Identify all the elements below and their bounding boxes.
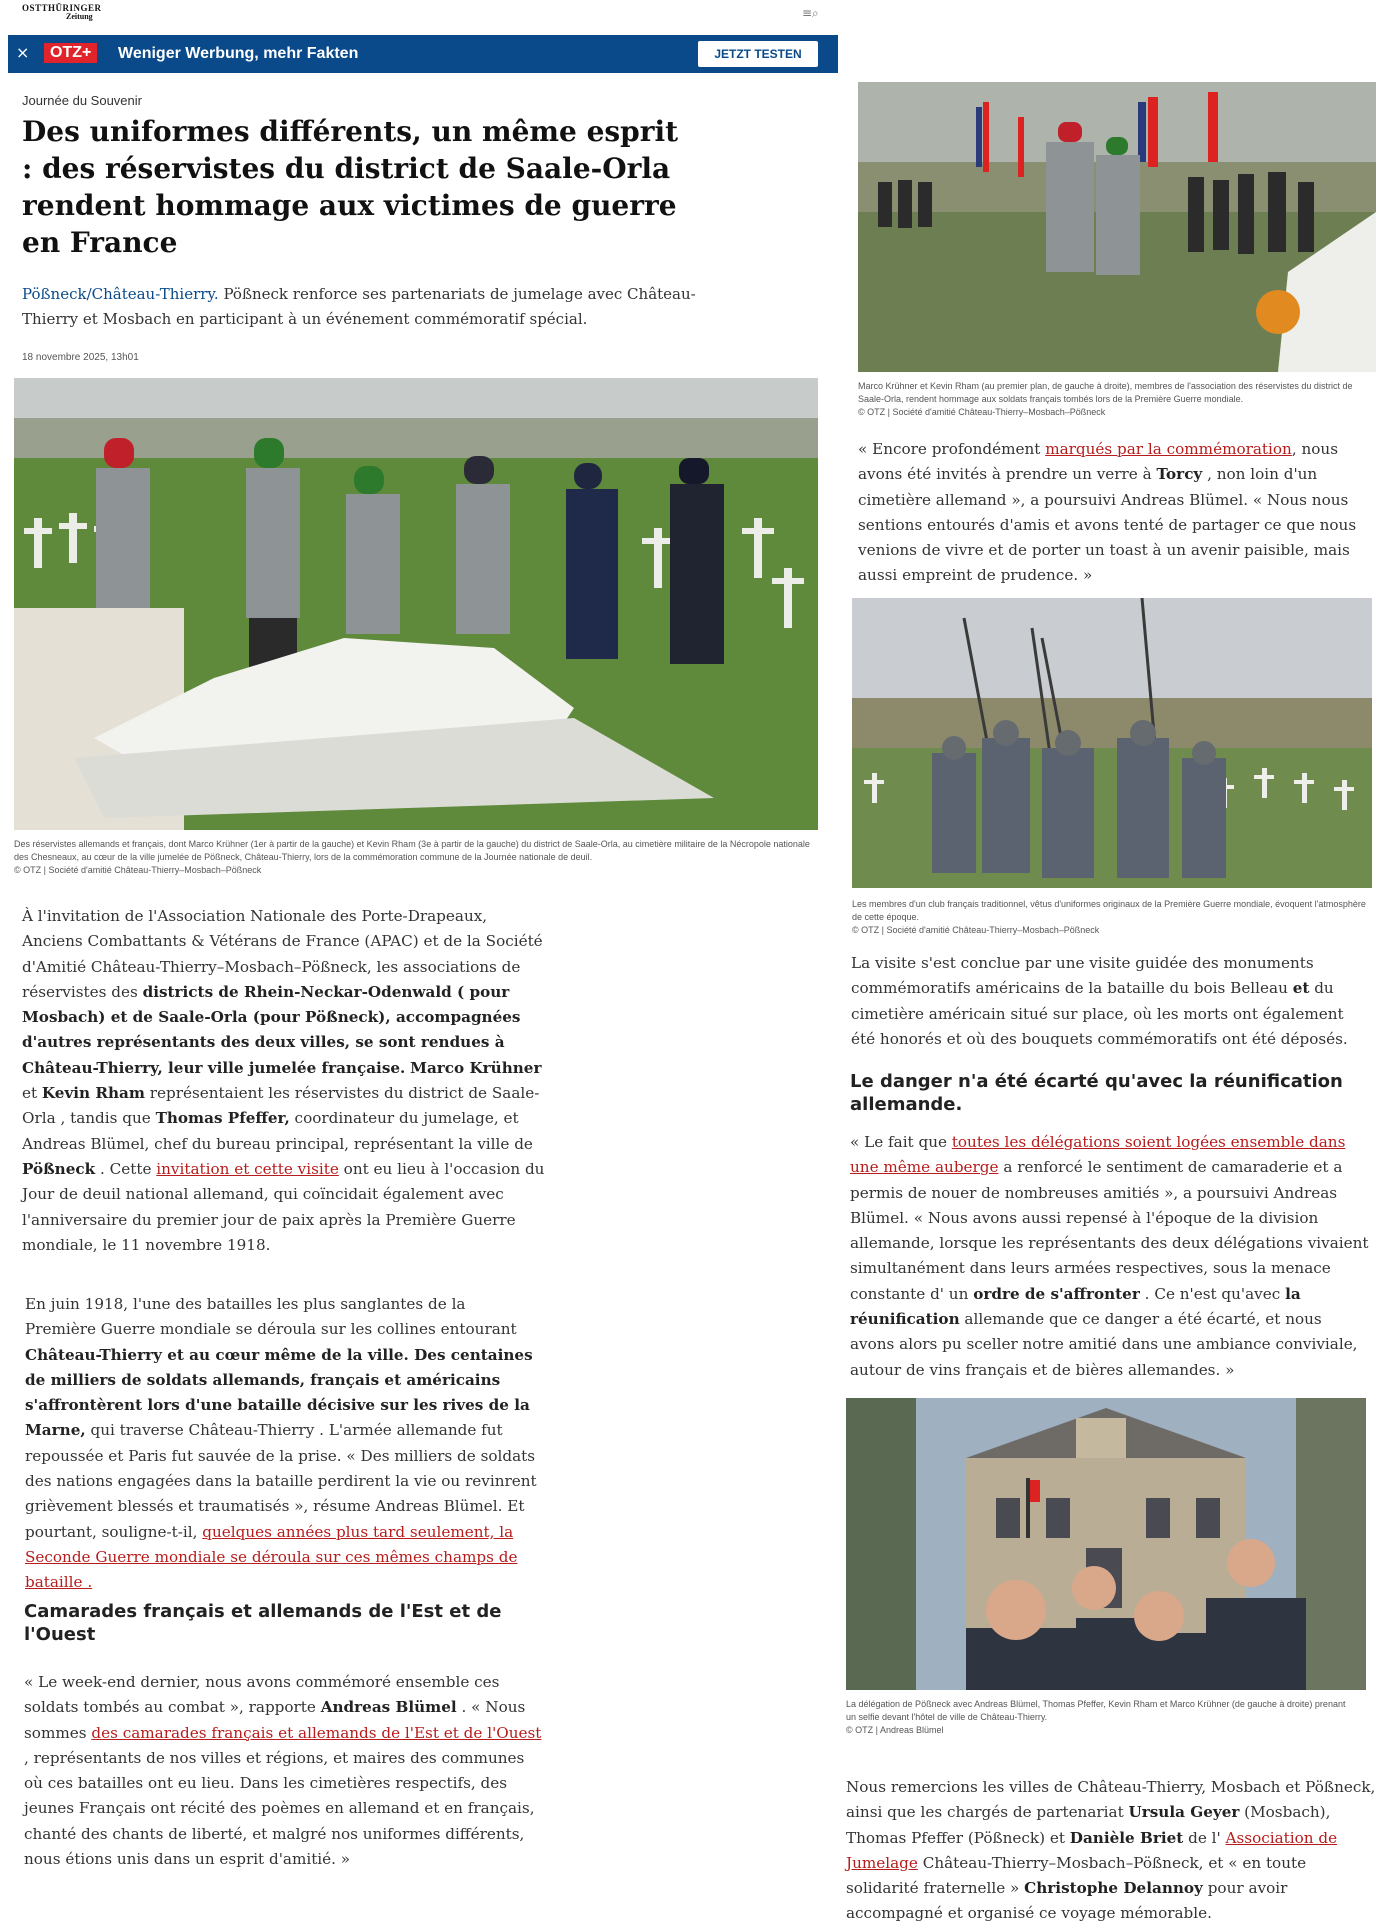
inline-link[interactable]: quelques années plus tard seulement, la Seconde Guerre mondiale se déroula sur ces mêmes champs de bataille . [25,1522,518,1592]
article-date: 18 novembre 2025, 13h01 [22,352,139,363]
right-photo-1[interactable] [858,82,1376,372]
right-photo-3[interactable] [846,1398,1366,1690]
logo-line-2: Zeitung [66,12,93,21]
bold-text: Marco Krühner [410,1058,542,1077]
text: « Le fait que [850,1133,952,1151]
logo-line-1: OSTTHÜRINGER [22,3,102,13]
article-kicker: Journée du Souvenir [22,93,142,108]
paragraph-7 [846,1775,1376,1927]
paragraph-5 [851,951,1371,1052]
menu-search-icon[interactable]: ≡⌕ [802,6,819,20]
text: (Mosbach), Thomas Pfeffer (Pößneck) et [846,1803,1331,1847]
text: coordinateur du jumelage, et Andreas Blümel, chef du bureau principal, représentant la ville de [22,1109,533,1153]
caption-text: Marco Krühner et Kevin Rham (au premier plan, de gauche à droite), membres de l'association des réservistes du district de Saale-Orla, rendent hommage aux soldats français tombés lors de la Première Guerre mondiale. [858,381,1353,404]
caption-text: Des réservistes allemands et français, dont Marco Krühner (1er à partir de la gauche) et Kevin Rham (3e à partir de la gauche) du district de Saale-Orla, au cimetière militaire de la Nécropole nationale des Chesneaux, au cœur de la ville jumelée de Pößneck, Château-Thierry, lors de la commémoration commune de la Journée nationale de deuil. [14,839,810,862]
text: . « Nous sommes [24,1698,526,1742]
text: a renforcé le sentiment de camaraderie et a permis de nouer de nombreuses amitiés », a poursuivi Andreas Blümel. « Nous avons aussi repensé à l'époque de la division allemande, lorsque les représentants des deux délégations vivaient simultanément dans leurs armées respectives, sous la menace constante d' un [850,1158,1369,1303]
text: de l' [1183,1828,1226,1847]
subheading-2: Le danger n'a été écarté qu'avec la réunification allemande. [850,1071,1343,1115]
paragraph-6 [850,1130,1370,1383]
lead-text: Pößneck renforce ses partenariats de jumelage avec Château-Thierry et Mosbach en participant à un événement commémoratif spécial. [22,285,696,328]
caption-credit: © OTZ | Société d'amitié Château-Thierry–Mosbach–Pößneck [852,925,1100,935]
text: « Le week-end dernier, nous avons commémoré ensemble ces soldats tombés au combat », rapporte [24,1673,500,1717]
right-photo-2-caption [852,898,1372,937]
text: pour avoir accompagné et organisé ce voyage mémorable. [846,1879,1288,1923]
paragraph-1 [22,904,546,1258]
caption-text: La délégation de Pößneck avec Andreas Blümel, Thomas Pfeffer, Kevin Rham et Marco Krühner (de gauche à droite) prenant un selfie devant l'hôtel de ville de Château-Thierry. [846,1699,1346,1722]
caption-credit: © OTZ | Société d'amitié Château-Thierry–Mosbach–Pößneck [14,865,262,875]
caption-text: Les membres d'un club français traditionnel, vêtus d'uniformes originaux de la Première Guerre mondiale, évoquent l'atmosphère de cette époque. [852,899,1366,922]
site-logo[interactable] [22,4,102,21]
bold-text: Château-Thierry et au cœur même de la ville. Des centaines de milliers de soldats allemands, français et américains s'affrontèrent lors d'une bataille décisive sur les rives de la Marne, [25,1345,533,1440]
bold-text: et [1292,979,1310,998]
bold-text: Torcy [1156,465,1203,484]
bold-text: ordre de s'affronter [973,1284,1140,1303]
text: La visite s'est conclue par une visite guidée des monuments commémoratifs américains de la bataille du bois Belleau [851,954,1314,998]
inline-link[interactable]: des camarades français et allemands de l'Est et de l'Ouest [91,1723,542,1742]
caption-credit: © OTZ | Société d'amitié Château-Thierry–Mosbach–Pößneck [858,407,1106,417]
text: En juin 1918, l'une des batailles les plus sanglantes de la Première Guerre mondiale se déroula sur les collines entourant [25,1295,517,1339]
right-photo-2[interactable] [852,598,1372,888]
paragraph-2 [25,1292,541,1596]
otz-plus-badge: OTZ+ [44,43,97,63]
bold-text: Christophe Delannoy [1024,1879,1203,1898]
main-photo-caption [14,838,820,877]
text: représentaient les réservistes du district de Saale-Orla , tandis que [22,1084,540,1128]
inline-link[interactable]: invitation et cette visite [156,1159,339,1178]
try-now-button[interactable]: JETZT TESTEN [698,41,818,67]
subheading-1: Camarades français et allemands de l'Est et de l'Ouest [24,1601,502,1645]
article-title: Des uniformes différents, un même esprit : des réservistes du district de Saale-Orla rendent hommage aux victimes de guerre en France [22,115,679,259]
promo-message: Weniger Werbung, mehr Fakten [118,45,359,62]
inline-link[interactable]: Association de Jumelage [846,1828,1338,1872]
text: « Encore profondément [858,440,1046,458]
paragraph-4 [858,437,1378,589]
text: Château-Thierry–Mosbach–Pößneck, et « en toute solidarité fraternelle » [846,1853,1307,1898]
inline-link[interactable]: marqués par la commémoration [1045,440,1292,458]
text: , nous avons été invités à prendre un verre à [858,440,1338,484]
bold-text: Ursula Geyer [1128,1803,1240,1822]
text: Nous remercions les villes de Château-Thierry, Mosbach et Pößneck, ainsi que les chargés de partenariat [846,1778,1376,1822]
bold-text: Andreas Blümel [320,1698,457,1717]
text: . Ce n'est qu'avec [1139,1284,1286,1303]
right-photo-3-caption [846,1698,1346,1737]
text: , représentants de nos villes et régions, et maires des communes où ces batailles ont eu lieu. Dans les cimetières respectifs, des jeunes Français ont récité des poèmes en allemand et en français, chanté des chants de liberté, et malgré nos uniformes différents, nous étions unis dans un esprit d'amitié. » [24,1748,535,1869]
bold-text: Danièle Briet [1069,1828,1184,1847]
caption-credit: © OTZ | Andreas Blümel [846,1725,944,1735]
lead-place: Pößneck/Château-Thierry. [22,285,219,303]
bold-text: Kevin Rham [41,1084,145,1103]
close-icon[interactable]: × [16,43,30,62]
right-photo-1-caption [858,380,1378,419]
text: , non loin d'un cimetière allemand », a poursuivi Andreas Blümel. « Nous nous sentions entourés d'amis et avons tenté de partager ce que nous venions de vivre et de porter un toast à un avenir paisible, mais aussi empreint de prudence. » [858,465,1357,585]
main-photo[interactable] [14,378,818,830]
bold-text: la réunification [850,1284,1301,1329]
bold-text: Pößneck [22,1159,96,1178]
text: allemande que ce danger a été écarté, et nous avons alors pu sceller notre amitié dans une ambiance conviviale, autour de vins français et de bières allemandes. » [850,1310,1358,1379]
bold-text: Thomas Pfeffer, [155,1109,290,1128]
bold-text: districts de Rhein-Neckar-Odenwald ( pour Mosbach) et de Saale-Orla (pour Pößneck), accompagnées d'autres représentants des deux villes, se sont rendues à Château-Thierry, leur ville jumelée française. [22,982,521,1077]
text: qui traverse Château-Thierry . L'armée allemande fut repoussée et Paris fut sauvée de la prise. « Des milliers de soldats des nations engagées dans la bataille perdirent la vie ou revinrent grièvement blessés et traumatisés », résume Andreas Blümel. Et pourtant, souligne-t-il, [25,1421,537,1541]
paragraph-3 [24,1670,546,1872]
text: du cimetière américain situé sur place, où les morts ont également été honorés et où des bouquets commémoratifs ont été déposés. [851,979,1348,1048]
text: À l'invitation de l'Association Nationale des Porte-Drapeaux, Anciens Combattants & Vétérans de France (APAC) et de la Société d'Amitié Château-Thierry–Mosbach–Pößneck, les associations de réservistes des [22,907,543,1001]
text: ont eu lieu à l'occasion du Jour de deuil national allemand, qui coïncidait également avec l'anniversaire du premier jour de paix après la Première Guerre mondiale, le 11 novembre 1918. [22,1159,545,1254]
article-lead [22,282,702,332]
inline-link[interactable]: toutes les délégations soient logées ensemble dans une même auberge [850,1133,1346,1177]
text: et [22,1084,42,1103]
text: . Cette [95,1159,157,1178]
promo-banner [8,35,838,73]
